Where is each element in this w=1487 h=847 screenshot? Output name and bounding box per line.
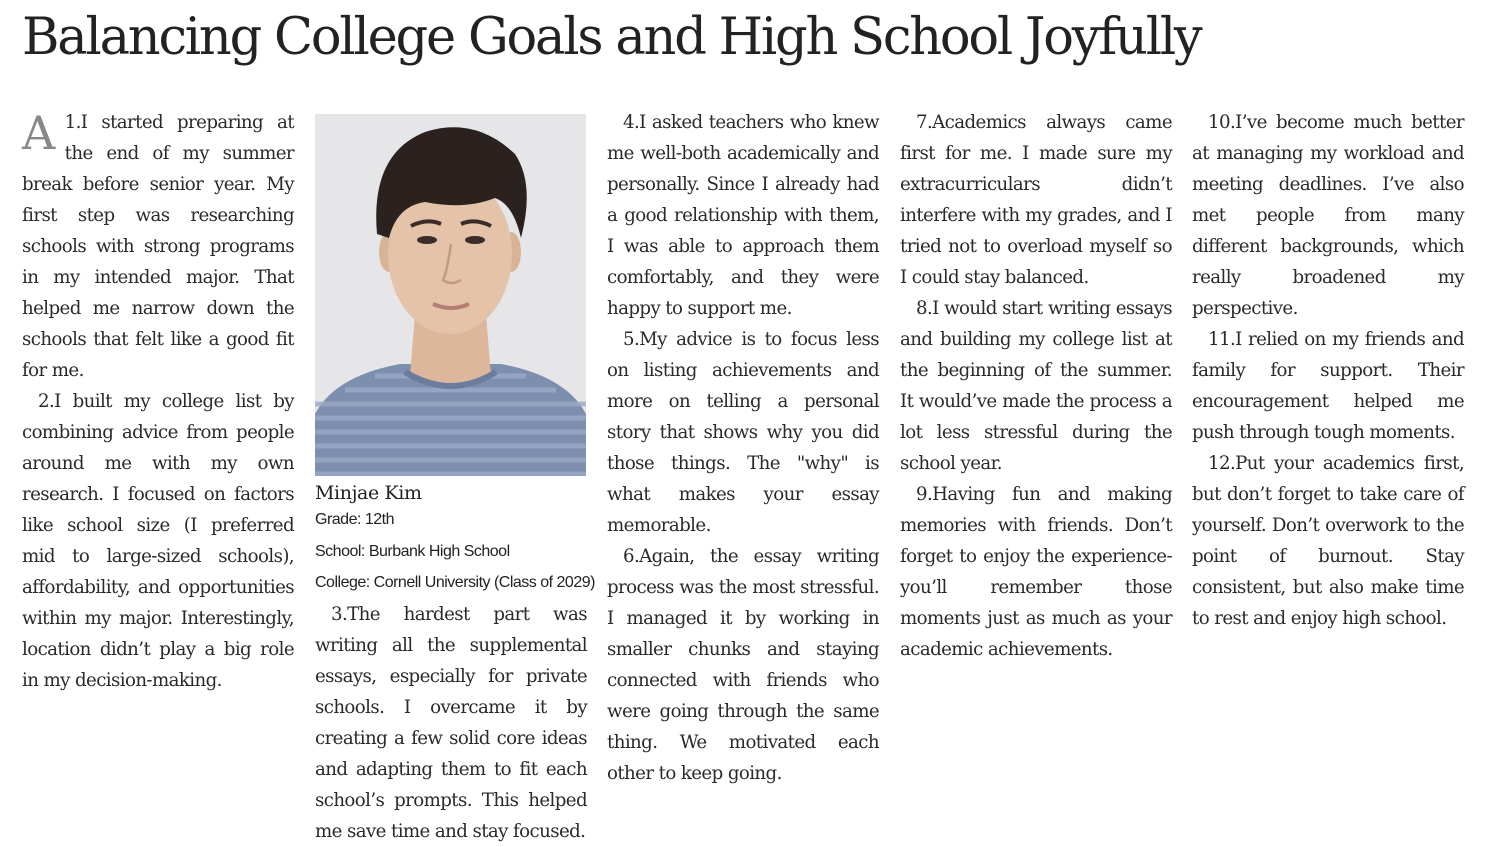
column-1 [22, 107, 294, 696]
profile-grade: Grade: 12th [315, 511, 394, 528]
answer-10: 10.I’ve become much better at managing my workload and meeting deadlines. I’ve also met people from many different backgrounds, which really broadened my perspective. [1192, 112, 1464, 319]
answer-9: 9.Having fun and making memories with friends. Don’t forget to enjoy the experience-you’ll remember those moments just as much as your academic achievements. [900, 484, 1172, 660]
column-5 [1192, 107, 1464, 634]
column-2 [315, 114, 595, 847]
answer-12: 12.Put your academics first, but don’t forget to take care of yourself. Don’t overwork to the point of burnout. Stay consistent, but also make time to rest and enjoy high school. [1192, 453, 1464, 629]
answer-1-text: 1.I started preparing at the end of my summer break before senior year. My first step was researching schools with strong programs in my intended major. That helped me narrow down the schools that felt like a good fit for me. [22, 112, 294, 381]
answer-1 [22, 107, 294, 386]
answer-2: 2.I built my college list by combining advice from people around me with my own research. I focused on factors like school size (I preferred mid to large-sized schools), affordability, and opportunities within my major. Interestingly, location didn’t play a big role in my decision-making. [22, 391, 294, 691]
profile-school: School: Burbank High School [315, 542, 510, 560]
answer-11: 11.I relied on my friends and family for support. Their encouragement helped me push through tough moments. [1192, 329, 1464, 443]
answer-4: 4.I asked teachers who knew me well-both academically and personally. Since I already had a good relationship with them, I was able to approach them comfortably, and they were happy to support me. [607, 112, 879, 319]
column-4 [900, 107, 1172, 665]
profile-name: Minjae Kim [315, 482, 422, 504]
drop-cap: A [22, 106, 55, 160]
answer-7: 7.Academics always came first for me. I made sure my extracurriculars didn’t interfere with my grades, and I tried not to overload myself so I could stay balanced. [900, 112, 1172, 288]
answer-6: 6.Again, the essay writing process was the most stressful. I managed it by working in smaller chunks and staying connected with friends who were going through the same thing. We motivated each other to keep going. [607, 546, 879, 784]
answer-3: 3.The hardest part was writing all the supplemental essays, especially for private schools. I overcame it by creating a few solid core ideas and adapting them to fit each school’s prompts. This helped me save time and stay focused. [315, 603, 587, 842]
portrait-photo [315, 114, 586, 476]
answer-5: 5.My advice is to focus less on listing achievements and more on telling a personal story that shows why you did those things. The "why" is what makes your essay memorable. [607, 329, 879, 536]
profile-college: College: Cornell University (Class of 2029) [315, 574, 595, 591]
headline: Balancing College Goals and High School Joyfully [22, 8, 1201, 67]
answer-8: 8.I would start writing essays and building my college list at the beginning of the summer. It would’ve made the process a lot less stressful during the school year. [900, 298, 1172, 474]
portrait-illustration [315, 114, 586, 476]
column-3 [607, 107, 879, 789]
